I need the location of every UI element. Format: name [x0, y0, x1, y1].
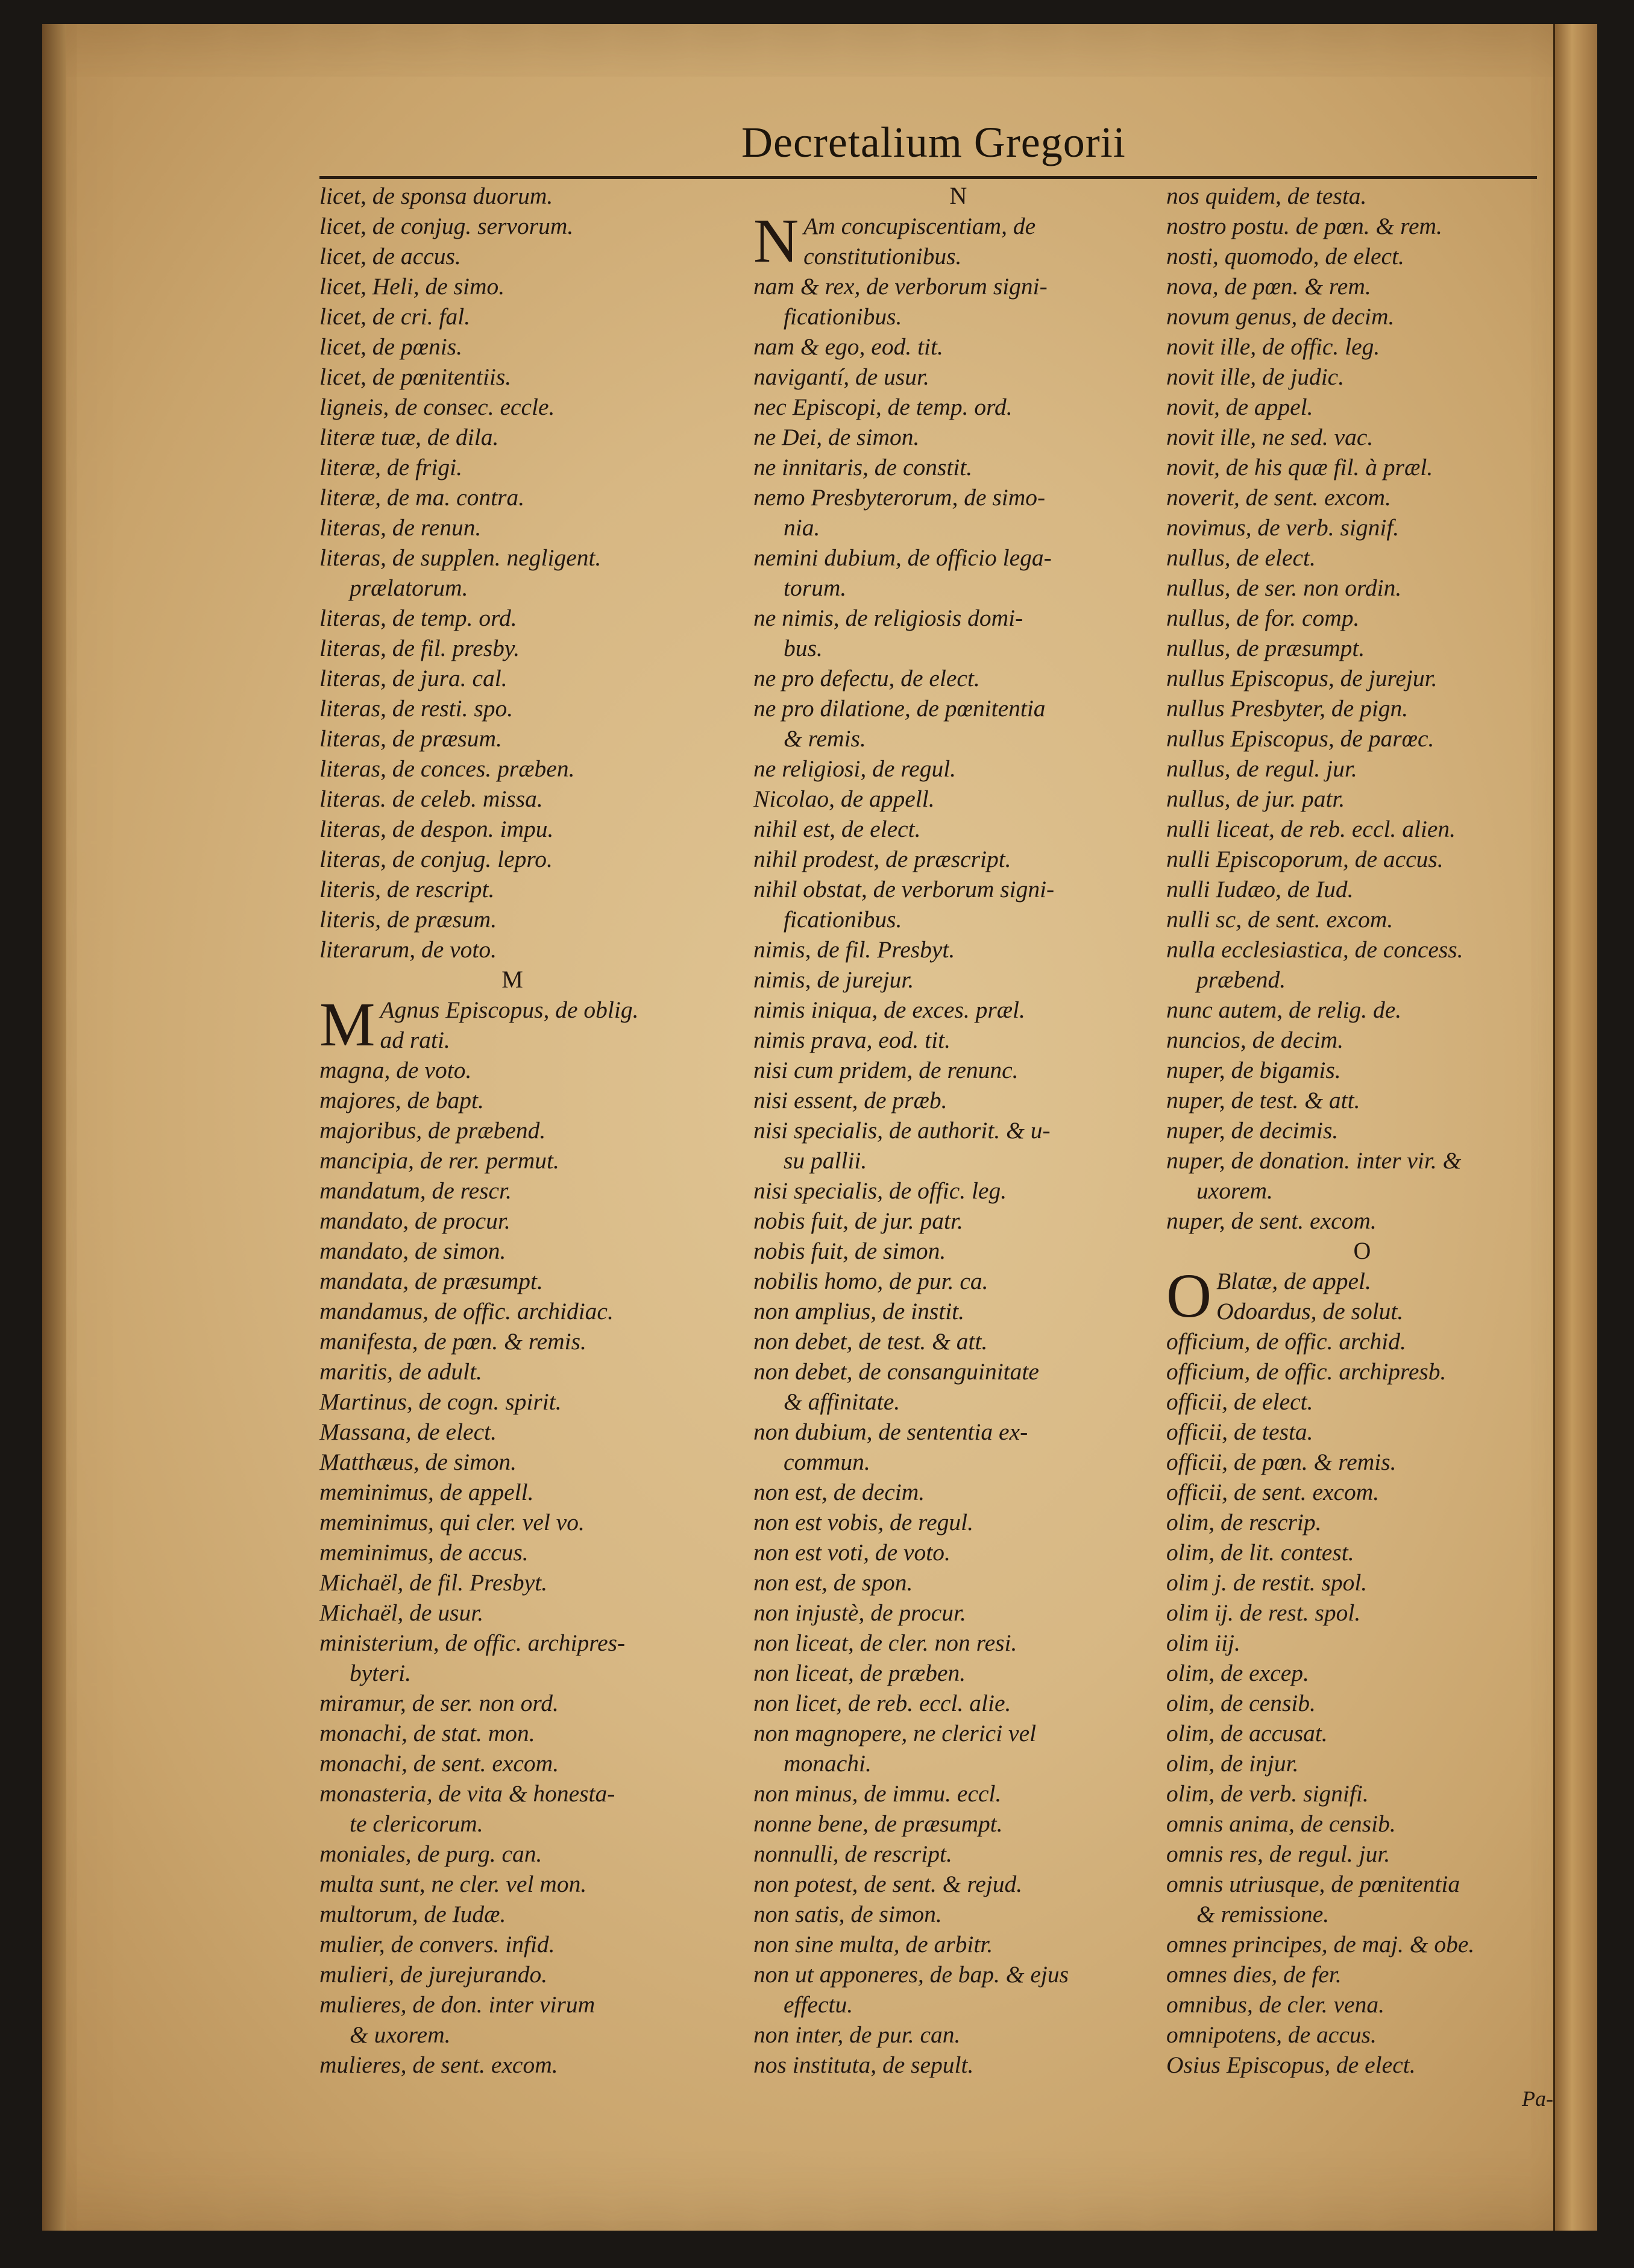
index-entry: ministerium, de offic. archipres- [319, 1630, 626, 1656]
index-entry: manifesta, de pœn. & remis. [319, 1328, 586, 1355]
index-entry: nemo Presbyterorum, de simo- [753, 484, 1046, 511]
index-entry-continuation: & affinitate. [784, 1388, 900, 1415]
index-entry: nunc autem, de relig. de. [1166, 997, 1402, 1023]
index-entry: literas, de præsum. [319, 725, 502, 752]
index-entry: monachi, de stat. mon. [319, 1720, 535, 1747]
index-entry-continuation: torum. [784, 575, 847, 601]
index-entry: officii, de testa. [1166, 1419, 1313, 1445]
initial-entry [1166, 1261, 1558, 1331]
index-entry: navigantí, de usur. [753, 364, 929, 390]
index-entry-continuation: ficationibus. [784, 303, 902, 330]
index-entry: novum genus, de decim. [1166, 303, 1395, 330]
index-entry: nimis, de fil. Presbyt. [753, 936, 955, 963]
index-entry: literas, de renun. [319, 514, 482, 541]
index-entry: novit ille, de offic. leg. [1166, 333, 1380, 360]
initial-entry [319, 990, 705, 1059]
index-entry: nullus, de jur. patr. [1166, 786, 1345, 812]
index-entry: ne Dei, de simon. [753, 424, 920, 450]
index-entry: Michaël, de fil. Presbyt. [319, 1569, 548, 1596]
index-entry: nihil prodest, de præscript. [753, 846, 1011, 872]
initial-entry [753, 206, 1163, 276]
index-entry: literas, de temp. ord. [319, 605, 517, 631]
index-entry: nobis fuit, de jur. patr. [753, 1208, 963, 1234]
index-entry: ne pro defectu, de elect. [753, 665, 980, 691]
index-entry-continuation: & uxorem. [350, 2021, 451, 2048]
index-entry: literas, de resti. spo. [319, 695, 514, 722]
index-entry: meminimus, de appell. [319, 1479, 534, 1505]
index-entry: officium, de offic. archid. [1166, 1328, 1406, 1355]
index-entry: olim, de lit. contest. [1166, 1539, 1354, 1566]
index-entry-continuation: præbend. [1196, 966, 1286, 993]
index-entry: nisi specialis, de authorit. & u- [753, 1117, 1051, 1144]
index-entry-continuation: & remissione. [1196, 1901, 1330, 1927]
index-entry: literas, de despon. impu. [319, 816, 554, 842]
index-entry: olim, de excep. [1166, 1660, 1309, 1686]
facing-page-edge [1553, 24, 1597, 2231]
index-entry: non sine multa, de arbitr. [753, 1931, 993, 1958]
index-entry: constitutionibus. [803, 243, 962, 269]
index-entry-continuation: bus. [784, 635, 823, 661]
index-entry-continuation: su pallii. [784, 1147, 867, 1174]
index-entry-continuation: byteri. [350, 1660, 412, 1686]
index-entry: olim iij. [1166, 1630, 1240, 1656]
index-entry: non ut apponeres, de bap. & ejus [753, 1961, 1069, 1988]
section-letter: O [1353, 1237, 1371, 1264]
index-entry: multa sunt, ne cler. vel mon. [319, 1871, 587, 1897]
index-entry: literas, de conjug. lepro. [319, 846, 553, 872]
catchword: Pa- [1522, 2087, 1553, 2111]
index-entry: nec Episcopi, de temp. ord. [753, 394, 1013, 420]
index-entry: omnipotens, de accus. [1166, 2021, 1377, 2048]
index-entry: non magnopere, ne clerici vel [753, 1720, 1037, 1747]
index-entry: nuper, de sent. excom. [1166, 1208, 1377, 1234]
index-entry: nulli liceat, de reb. eccl. alien. [1166, 816, 1456, 842]
index-entry: nuper, de decimis. [1166, 1117, 1339, 1144]
index-entry: Blatæ, de appel. [1216, 1268, 1371, 1294]
index-entry: literæ, de ma. contra. [319, 484, 525, 511]
index-entry: nullus Episcopus, de parœc. [1166, 725, 1434, 752]
index-entry: meminimus, de accus. [319, 1539, 529, 1566]
index-entry: literis, de rescript. [319, 876, 495, 902]
index-entry: nova, de pœn. & rem. [1166, 273, 1371, 300]
index-entry: literas, de jura. cal. [319, 665, 507, 691]
index-entry: novimus, de verb. signif. [1166, 514, 1400, 541]
index-entry: literarum, de voto. [319, 936, 497, 963]
index-entry: mulier, de convers. infid. [319, 1931, 555, 1958]
index-entry: nisi cum pridem, de renunc. [753, 1057, 1019, 1083]
index-entry: literis, de præsum. [319, 906, 497, 933]
index-entry: novit, de appel. [1166, 394, 1313, 420]
index-entry: non satis, de simon. [753, 1901, 942, 1927]
index-entry: ne nimis, de religiosis domi- [753, 605, 1023, 631]
index-entry: nulli Episcoporum, de accus. [1166, 846, 1444, 872]
index-entry: literas, de fil. presby. [319, 635, 520, 661]
index-entry: olim, de verb. signifi. [1166, 1780, 1369, 1807]
index-entry: mandato, de simon. [319, 1238, 506, 1264]
index-entry: nos instituta, de sepult. [753, 2052, 974, 2078]
index-entry: nemini dubium, de officio lega- [753, 544, 1052, 571]
index-entry: nullus, de præsumpt. [1166, 635, 1365, 661]
index-entry: mulieri, de jurejurando. [319, 1961, 548, 1988]
index-entry: omnes dies, de fer. [1166, 1961, 1342, 1988]
index-entry: licet, de cri. fal. [319, 303, 471, 330]
index-entry: non est voti, de voto. [753, 1539, 951, 1566]
index-entry: licet, de pœnis. [319, 333, 462, 360]
index-entry: nihil est, de elect. [753, 816, 921, 842]
index-entry: majores, de bapt. [319, 1087, 484, 1114]
index-entry: officii, de pœn. & remis. [1166, 1449, 1397, 1475]
index-entry: nullus, de elect. [1166, 544, 1316, 571]
index-entry: non minus, de immu. eccl. [753, 1780, 1002, 1807]
index-entry: Nicolao, de appell. [753, 786, 935, 812]
index-entry: noverit, de sent. excom. [1166, 484, 1391, 511]
index-entry: non dubium, de sententia ex- [753, 1419, 1028, 1445]
index-entry: omnes principes, de maj. & obe. [1166, 1931, 1475, 1958]
index-entry: moniales, de purg. can. [319, 1841, 542, 1867]
index-entry: nimis prava, eod. tit. [753, 1027, 951, 1053]
index-column-2 [753, 181, 1163, 2080]
index-entry: novit, de his quæ fil. à præl. [1166, 454, 1433, 480]
index-entry: magna, de voto. [319, 1057, 472, 1083]
index-entry: nulla ecclesiastica, de concess. [1166, 936, 1463, 963]
index-entry: miramur, de ser. non ord. [319, 1690, 559, 1716]
index-entry: licet, Heli, de simo. [319, 273, 505, 300]
index-entry-continuation: ficationibus. [784, 906, 902, 933]
index-entry: non debet, de test. & att. [753, 1328, 988, 1355]
index-entry: nuper, de donation. inter vir. & [1166, 1147, 1462, 1174]
index-entry: maritis, de adult. [319, 1358, 482, 1385]
index-entry: literas, de conces. præben. [319, 755, 575, 782]
index-entry: mandamus, de offic. archidiac. [319, 1298, 614, 1325]
index-entry: nisi essent, de præb. [753, 1087, 947, 1114]
index-entry: nullus Episcopus, de jurejur. [1166, 665, 1438, 691]
index-entry: nuncios, de decim. [1166, 1027, 1343, 1053]
index-entry: nulli Iudæo, de Iud. [1166, 876, 1354, 902]
index-entry: non debet, de consanguinitate [753, 1358, 1039, 1385]
index-entry: literæ tuæ, de dila. [319, 424, 499, 450]
index-entry: licet, de sponsa duorum. [319, 183, 553, 209]
index-entry: nullus, de for. comp. [1166, 605, 1360, 631]
index-entry: ne innitaris, de constit. [753, 454, 973, 480]
index-entry: majoribus, de præbend. [319, 1117, 546, 1144]
index-entry: olim, de censib. [1166, 1690, 1316, 1716]
index-entry: monachi, de sent. excom. [319, 1750, 559, 1777]
index-entry: nos quidem, de testa. [1166, 183, 1367, 209]
index-entry: Am concupiscentiam, de [803, 213, 1036, 239]
binding-gutter [42, 24, 66, 2231]
index-entry: mulieres, de don. inter virum [319, 1991, 595, 2018]
index-entry: literas, de supplen. negligent. [319, 544, 602, 571]
index-entry-continuation: & remis. [784, 725, 866, 752]
index-entry: omnibus, de cler. vena. [1166, 1991, 1384, 2018]
running-head: Decretalium Gregorii [741, 118, 1126, 166]
index-entry: nonnulli, de rescript. [753, 1841, 952, 1867]
index-entry: nimis, de jurejur. [753, 966, 914, 993]
index-entry: ne religiosi, de regul. [753, 755, 957, 782]
index-entry: mulieres, de sent. excom. [319, 2052, 558, 2078]
index-entry: non est vobis, de regul. [753, 1509, 973, 1536]
index-entry: nullus, de regul. jur. [1166, 755, 1357, 782]
index-entry: nihil obstat, de verborum signi- [753, 876, 1055, 902]
index-entry: olim j. de restit. spol. [1166, 1569, 1368, 1596]
index-entry: non est, de spon. [753, 1569, 913, 1596]
index-entry: omnis res, de regul. jur. [1166, 1841, 1390, 1867]
index-entry: non liceat, de præben. [753, 1660, 966, 1686]
drop-cap: N [753, 206, 799, 276]
index-entry: olim, de rescrip. [1166, 1509, 1322, 1536]
index-entry: ad rati. [380, 1027, 450, 1053]
index-entry: mandato, de procur. [319, 1208, 511, 1234]
section-letter: M [501, 966, 523, 993]
index-entry: Osius Episcopus, de elect. [1166, 2052, 1416, 2078]
index-entry: olim, de injur. [1166, 1750, 1299, 1777]
index-entry: non inter, de pur. can. [753, 2021, 961, 2048]
index-entry-continuation: prælatorum. [350, 575, 468, 601]
index-entry: nuper, de test. & att. [1166, 1087, 1360, 1114]
index-entry: mancipia, de rer. permut. [319, 1147, 559, 1174]
index-entry: Odoardus, de solut. [1216, 1298, 1404, 1325]
index-entry: nam & rex, de verborum signi- [753, 273, 1048, 300]
index-entry: multorum, de Iudæ. [319, 1901, 506, 1927]
index-entry-continuation: monachi. [784, 1750, 872, 1777]
index-entry: licet, de pœnitentiis. [319, 364, 512, 390]
index-entry: mandatum, de rescr. [319, 1177, 512, 1204]
index-entry: nosti, quomodo, de elect. [1166, 243, 1404, 269]
index-entry: novit ille, de judic. [1166, 364, 1345, 390]
index-entry: officii, de sent. excom. [1166, 1479, 1380, 1505]
index-entry-continuation: te clericorum. [350, 1810, 483, 1837]
index-entry: mandata, de præsumpt. [319, 1268, 543, 1294]
index-entry: non amplius, de instit. [753, 1298, 965, 1325]
index-entry: nisi specialis, de offic. leg. [753, 1177, 1007, 1204]
index-entry: literas. de celeb. missa. [319, 786, 543, 812]
index-entry: nuper, de bigamis. [1166, 1057, 1341, 1083]
drop-cap: O [1166, 1261, 1212, 1331]
index-column-3 [1166, 181, 1558, 2080]
index-entry: omnis utriusque, de pœnitentia [1166, 1871, 1460, 1897]
index-entry: meminimus, qui cler. vel vo. [319, 1509, 585, 1536]
index-entry-continuation: commun. [784, 1449, 870, 1475]
index-entry: non injustè, de procur. [753, 1599, 966, 1626]
index-column-1 [319, 181, 705, 2080]
index-entry: nullus Presbyter, de pign. [1166, 695, 1409, 722]
index-entry: literæ, de frigi. [319, 454, 462, 480]
index-entry: olim, de accusat. [1166, 1720, 1328, 1747]
index-entry: nobis fuit, de simon. [753, 1238, 946, 1264]
index-entry: non licet, de reb. eccl. alie. [753, 1690, 1011, 1716]
index-entry: non est, de decim. [753, 1479, 925, 1505]
index-entry: non liceat, de cler. non resi. [753, 1630, 1017, 1656]
index-entry-continuation: effectu. [784, 1991, 853, 2018]
index-entry: Massana, de elect. [319, 1419, 497, 1445]
index-entry: nam & ego, eod. tit. [753, 333, 943, 360]
index-entry-continuation: uxorem. [1196, 1177, 1273, 1204]
index-entry: nulli sc, de sent. excom. [1166, 906, 1394, 933]
index-entry: omnis anima, de censib. [1166, 1810, 1396, 1837]
index-entry: olim ij. de rest. spol. [1166, 1599, 1361, 1626]
index-entry: novit ille, ne sed. vac. [1166, 424, 1374, 450]
index-entry: nonne bene, de præsumpt. [753, 1810, 1003, 1837]
index-entry: licet, de accus. [319, 243, 461, 269]
index-entry: Michaël, de usur. [319, 1599, 484, 1626]
index-entry: monasteria, de vita & honesta- [319, 1780, 615, 1807]
index-entry: officium, de offic. archipresb. [1166, 1358, 1447, 1385]
section-letter: N [949, 182, 967, 209]
index-entry: ne pro dilatione, de pœnitentia [753, 695, 1046, 722]
index-entry: nimis iniqua, de exces. præl. [753, 997, 1025, 1023]
index-entry: Agnus Episcopus, de oblig. [380, 997, 639, 1023]
index-entry: nullus, de ser. non ordin. [1166, 575, 1402, 601]
index-entry: nobilis homo, de pur. ca. [753, 1268, 988, 1294]
header-rule [319, 176, 1537, 179]
index-entry: nostro postu. de pœn. & rem. [1166, 213, 1442, 239]
index-entry: Matthæus, de simon. [319, 1449, 517, 1475]
index-entry: licet, de conjug. servorum. [319, 213, 574, 239]
index-entry: ligneis, de consec. eccle. [319, 394, 555, 420]
index-entry: non potest, de sent. & rejud. [753, 1871, 1023, 1897]
index-entry-continuation: nia. [784, 514, 820, 541]
index-entry: officii, de elect. [1166, 1388, 1313, 1415]
drop-cap: M [319, 990, 376, 1059]
index-entry: Martinus, de cogn. spirit. [319, 1388, 562, 1415]
